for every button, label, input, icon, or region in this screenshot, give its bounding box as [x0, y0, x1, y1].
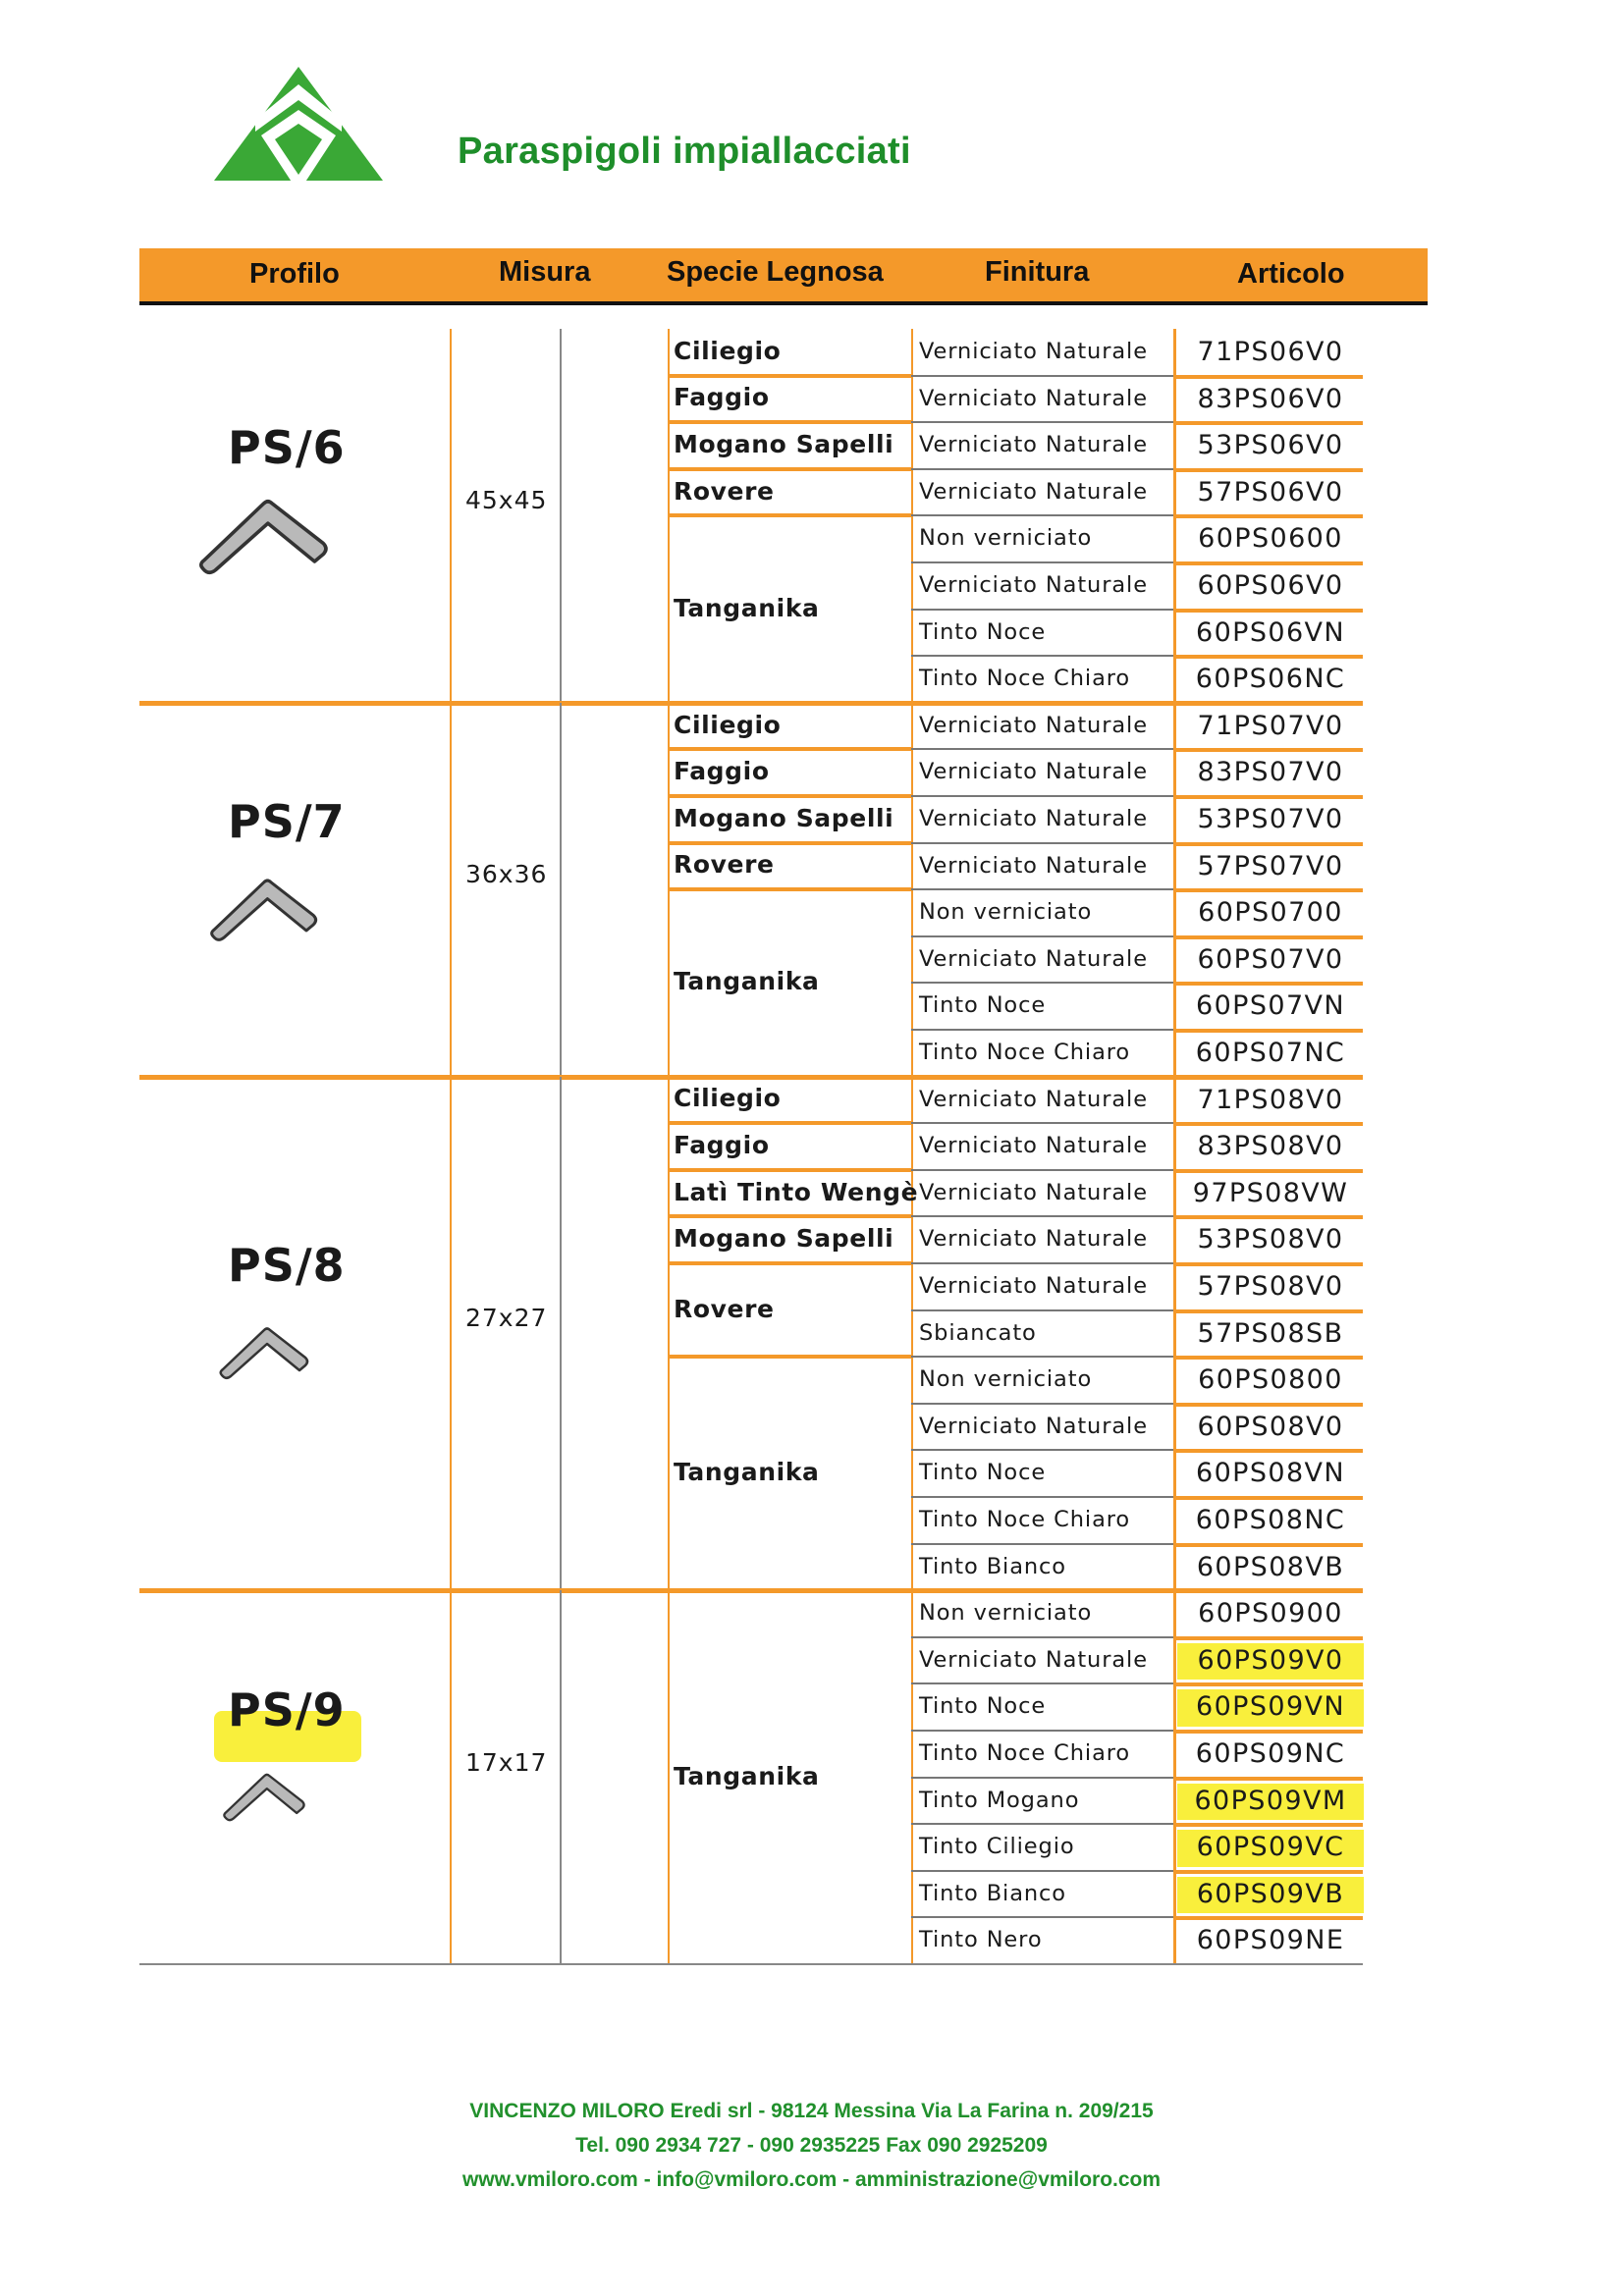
- article-code: 53PS06V0: [1197, 430, 1344, 461]
- table-rule: [911, 514, 1173, 516]
- table-rule: [668, 1121, 911, 1125]
- table-rule: [668, 1355, 911, 1359]
- finish-label: Sbiancato: [919, 1319, 1037, 1346]
- article-code: 60PS08NC: [1195, 1505, 1346, 1535]
- finish-label: Tinto Noce: [919, 1460, 1047, 1486]
- species-label: Rovere: [674, 850, 775, 880]
- table-rule: [911, 375, 1173, 377]
- finish-label: Tinto Noce Chiaro: [919, 666, 1131, 692]
- table-rule: [911, 468, 1173, 470]
- corner-profile-icon: [220, 1768, 310, 1822]
- table-rule: [668, 747, 911, 751]
- table-rule: [911, 1496, 1173, 1498]
- table-rule: [668, 467, 911, 471]
- table-rule: [1173, 514, 1363, 518]
- finish-label: Tinto Bianco: [919, 1880, 1066, 1906]
- article-code: 60PS08VB: [1196, 1551, 1345, 1582]
- table-rule: [1173, 1777, 1363, 1781]
- profile-name: PS/8: [228, 1239, 346, 1293]
- profile-name: PS/9: [228, 1682, 346, 1736]
- species-label: Faggio: [674, 1131, 770, 1159]
- table-rule: [1173, 468, 1363, 472]
- table-rule: [1173, 655, 1363, 659]
- table-rule: [1173, 1730, 1363, 1734]
- species-label: Mogano Sapelli: [674, 1224, 894, 1254]
- finish-label: Non verniciato: [919, 1600, 1093, 1627]
- article-code: 71PS07V0: [1197, 710, 1344, 741]
- table-rule: [450, 329, 452, 703]
- species-label: Tanganika: [674, 1761, 820, 1790]
- finish-label: Non verniciato: [919, 899, 1093, 926]
- article-code: 83PS08V0: [1197, 1131, 1344, 1162]
- finish-label: Verniciato Naturale: [919, 945, 1148, 972]
- finish-label: Verniciato Naturale: [919, 759, 1148, 785]
- article-code: 60PS08VN: [1195, 1458, 1345, 1489]
- table-rule: [911, 1870, 1173, 1872]
- table-rule: [911, 748, 1173, 750]
- table-rule: [139, 1963, 1363, 1965]
- table-rule: [911, 609, 1173, 611]
- finish-label: Non verniciato: [919, 525, 1093, 552]
- finish-label: Verniciato Naturale: [919, 339, 1148, 364]
- table-rule: [1173, 375, 1363, 379]
- table-rule: [668, 420, 911, 424]
- finish-label: Verniciato Naturale: [919, 1413, 1148, 1439]
- header-articolo: Articolo: [1237, 258, 1345, 290]
- table-rule: [1173, 1215, 1363, 1219]
- article-code: 60PS0900: [1198, 1598, 1343, 1629]
- table-rule: [911, 1730, 1173, 1732]
- finish-label: Verniciato Naturale: [919, 572, 1148, 598]
- article-code: 71PS06V0: [1197, 337, 1344, 367]
- finish-label: Verniciato Naturale: [919, 432, 1148, 458]
- table-rule: [911, 1122, 1173, 1124]
- table-rule: [139, 1075, 1363, 1080]
- table-rule: [1173, 1682, 1363, 1686]
- finish-label: Tinto Noce: [919, 992, 1047, 1019]
- table-rule: [911, 421, 1173, 423]
- article-code: 53PS07V0: [1197, 804, 1344, 834]
- table-rule: [911, 1356, 1173, 1358]
- table-rule: [911, 561, 1173, 563]
- table-rule: [911, 1682, 1173, 1684]
- species-label: Ciliegio: [674, 336, 782, 365]
- footer-web: www.vmiloro.com - info@vmiloro.com - amministrazione@vmiloro.com: [461, 2168, 1162, 2191]
- table-rule: [560, 1077, 562, 1591]
- table-rule: [1173, 1169, 1363, 1173]
- table-rule: [450, 1077, 452, 1591]
- species-label: Tanganika: [674, 967, 820, 996]
- article-code: 60PS09VB: [1196, 1878, 1345, 1909]
- table-rule: [911, 1169, 1173, 1171]
- article-code: 97PS08VW: [1192, 1177, 1349, 1208]
- table-rule: [560, 1590, 562, 1964]
- table-rule: [911, 1215, 1173, 1217]
- article-code: 57PS06V0: [1197, 476, 1344, 507]
- page-title: Paraspigoli impiallacciati: [458, 131, 911, 172]
- finish-label: Tinto Bianco: [919, 1553, 1066, 1579]
- table-rule: [560, 703, 562, 1077]
- corner-profile-icon: [216, 1321, 314, 1380]
- article-code: 57PS07V0: [1197, 850, 1344, 881]
- table-rule: [1173, 1870, 1363, 1874]
- table-rule: [911, 935, 1173, 937]
- table-rule: [668, 1077, 670, 1591]
- finish-label: Verniciato Naturale: [919, 852, 1148, 879]
- article-code: 60PS09NE: [1196, 1925, 1345, 1956]
- article-code: 60PS09NC: [1195, 1738, 1346, 1769]
- table-rule: [450, 1590, 452, 1964]
- species-label: Mogano Sapelli: [674, 430, 894, 458]
- finish-label: Verniciato Naturale: [919, 712, 1148, 738]
- table-rule: [1173, 1356, 1363, 1360]
- table-rule: [911, 1262, 1173, 1264]
- corner-profile-icon: [194, 491, 336, 575]
- article-code: 60PS0600: [1198, 523, 1343, 555]
- header-misura: Misura: [499, 256, 591, 288]
- table-rule: [1173, 609, 1363, 613]
- finish-label: Verniciato Naturale: [919, 1273, 1148, 1299]
- table-rule: [1173, 748, 1363, 752]
- table-rule: [911, 1636, 1173, 1638]
- article-code: 83PS06V0: [1197, 383, 1344, 414]
- profile-name: PS/6: [228, 421, 346, 475]
- finish-label: Tinto Noce: [919, 618, 1047, 645]
- finish-label: Tinto Noce: [919, 1693, 1047, 1720]
- finish-label: Verniciato Naturale: [919, 1646, 1148, 1673]
- footer-address: VINCENZO MILORO Eredi srl - 98124 Messina Via La Farina n. 209/215: [469, 2100, 1154, 2122]
- table-rule: [139, 701, 1363, 706]
- table-rule: [1173, 1449, 1363, 1453]
- species-label: Tanganika: [674, 1458, 820, 1487]
- table-rule: [1173, 1262, 1363, 1266]
- table-rule: [668, 887, 911, 891]
- article-code: 60PS06NC: [1195, 664, 1346, 695]
- table-rule: [911, 1309, 1173, 1311]
- header-finitura: Finitura: [985, 256, 1090, 288]
- finish-label: Tinto Noce Chiaro: [919, 1507, 1131, 1532]
- article-code: 71PS08V0: [1197, 1084, 1344, 1115]
- article-code: 60PS09VN: [1195, 1691, 1345, 1723]
- table-rule: [1173, 1823, 1363, 1827]
- table-rule: [911, 1823, 1173, 1825]
- table-rule: [1173, 795, 1363, 799]
- table-rule: [1173, 1029, 1363, 1033]
- species-label: Mogano Sapelli: [674, 803, 894, 832]
- finish-label: Verniciato Naturale: [919, 1133, 1148, 1159]
- finish-label: Verniciato Naturale: [919, 1179, 1148, 1205]
- table-rule: [911, 1777, 1173, 1779]
- table-rule: [1173, 1309, 1363, 1313]
- species-label: Rovere: [674, 476, 775, 506]
- species-label: Faggio: [674, 757, 770, 786]
- species-label: Latì Tinto Wengè: [674, 1177, 919, 1206]
- table-rule: [1173, 1496, 1363, 1500]
- table-rule: [1173, 1077, 1176, 1591]
- finish-label: Tinto Nero: [919, 1927, 1043, 1953]
- footer-phone: Tel. 090 2934 727 - 090 2935225 Fax 090 2925209: [575, 2134, 1048, 2157]
- table-rule: [1173, 1636, 1363, 1640]
- table-rule: [911, 1029, 1173, 1031]
- article-code: 60PS06V0: [1197, 570, 1344, 601]
- table-rule: [911, 982, 1173, 984]
- table-rule: [1173, 1543, 1363, 1547]
- table-rule: [668, 1168, 911, 1172]
- table-rule: [1173, 982, 1363, 986]
- table-rule: [560, 329, 562, 703]
- profile-name: PS/7: [228, 795, 346, 849]
- size-label: 27x27: [465, 1304, 548, 1333]
- article-code: 60PS06VN: [1195, 616, 1345, 648]
- table-rule: [911, 842, 1173, 844]
- article-code: 60PS07NC: [1195, 1038, 1346, 1068]
- corner-profile-icon: [206, 872, 324, 942]
- finish-label: Verniciato Naturale: [919, 1086, 1148, 1112]
- article-code: 60PS08V0: [1197, 1411, 1344, 1442]
- size-label: 45x45: [465, 486, 548, 515]
- table-rule: [911, 1449, 1173, 1451]
- table-rule: [668, 374, 911, 378]
- table-rule: [1173, 1916, 1363, 1920]
- table-rule: [139, 1588, 1363, 1593]
- article-code: 60PS09VC: [1196, 1832, 1345, 1863]
- table-rule: [911, 1543, 1173, 1545]
- finish-label: Tinto Ciliegio: [919, 1834, 1075, 1860]
- table-rule: [1173, 1122, 1363, 1126]
- table-rule: [911, 1403, 1173, 1405]
- article-code: 60PS09VM: [1194, 1785, 1347, 1816]
- table-rule: [668, 1590, 670, 1964]
- table-rule: [911, 1077, 913, 1591]
- species-label: Faggio: [674, 383, 770, 412]
- article-code: 60PS07V0: [1197, 943, 1344, 975]
- article-code: 60PS09V0: [1197, 1644, 1344, 1676]
- finish-label: Tinto Noce Chiaro: [919, 1740, 1131, 1766]
- finish-label: Verniciato Naturale: [919, 478, 1148, 505]
- species-label: Ciliegio: [674, 710, 782, 739]
- table-rule: [1173, 888, 1363, 892]
- article-code: 57PS08V0: [1197, 1271, 1344, 1302]
- finish-label: Verniciato Naturale: [919, 1226, 1148, 1253]
- article-code: 60PS07VN: [1195, 990, 1345, 1022]
- table-rule: [668, 513, 911, 517]
- table-rule: [1173, 421, 1363, 425]
- article-code: 83PS07V0: [1197, 757, 1344, 788]
- header-profilo: Profilo: [249, 258, 340, 290]
- table-rule: [1173, 842, 1363, 846]
- finish-label: Tinto Noce Chiaro: [919, 1040, 1131, 1065]
- table-rule: [668, 794, 911, 798]
- finish-label: Verniciato Naturale: [919, 806, 1148, 831]
- footer: [0, 2094, 1623, 2197]
- article-code: 60PS0800: [1198, 1364, 1343, 1396]
- table-rule: [911, 795, 1173, 797]
- table-rule: [1173, 561, 1363, 565]
- table-rule: [668, 1214, 911, 1218]
- finish-label: Tinto Mogano: [919, 1787, 1080, 1813]
- table-rule: [450, 703, 452, 1077]
- species-label: Ciliegio: [674, 1084, 782, 1113]
- table-rule: [668, 841, 911, 845]
- article-code: 53PS08V0: [1197, 1224, 1344, 1255]
- table-rule: [911, 888, 1173, 890]
- table-rule: [1173, 935, 1363, 939]
- table-rule: [911, 1916, 1173, 1918]
- species-label: Rovere: [674, 1294, 775, 1323]
- header-specie: Specie Legnosa: [667, 256, 884, 288]
- table-rule: [1173, 1403, 1363, 1407]
- table-rule: [911, 655, 1173, 657]
- article-code: 57PS08SB: [1197, 1317, 1344, 1349]
- table-rule: [668, 1261, 911, 1265]
- size-label: 17x17: [465, 1747, 548, 1777]
- finish-label: Verniciato Naturale: [919, 385, 1148, 411]
- size-label: 36x36: [465, 860, 548, 889]
- article-code: 60PS0700: [1198, 897, 1343, 929]
- species-label: Tanganika: [674, 593, 820, 622]
- finish-label: Non verniciato: [919, 1366, 1093, 1393]
